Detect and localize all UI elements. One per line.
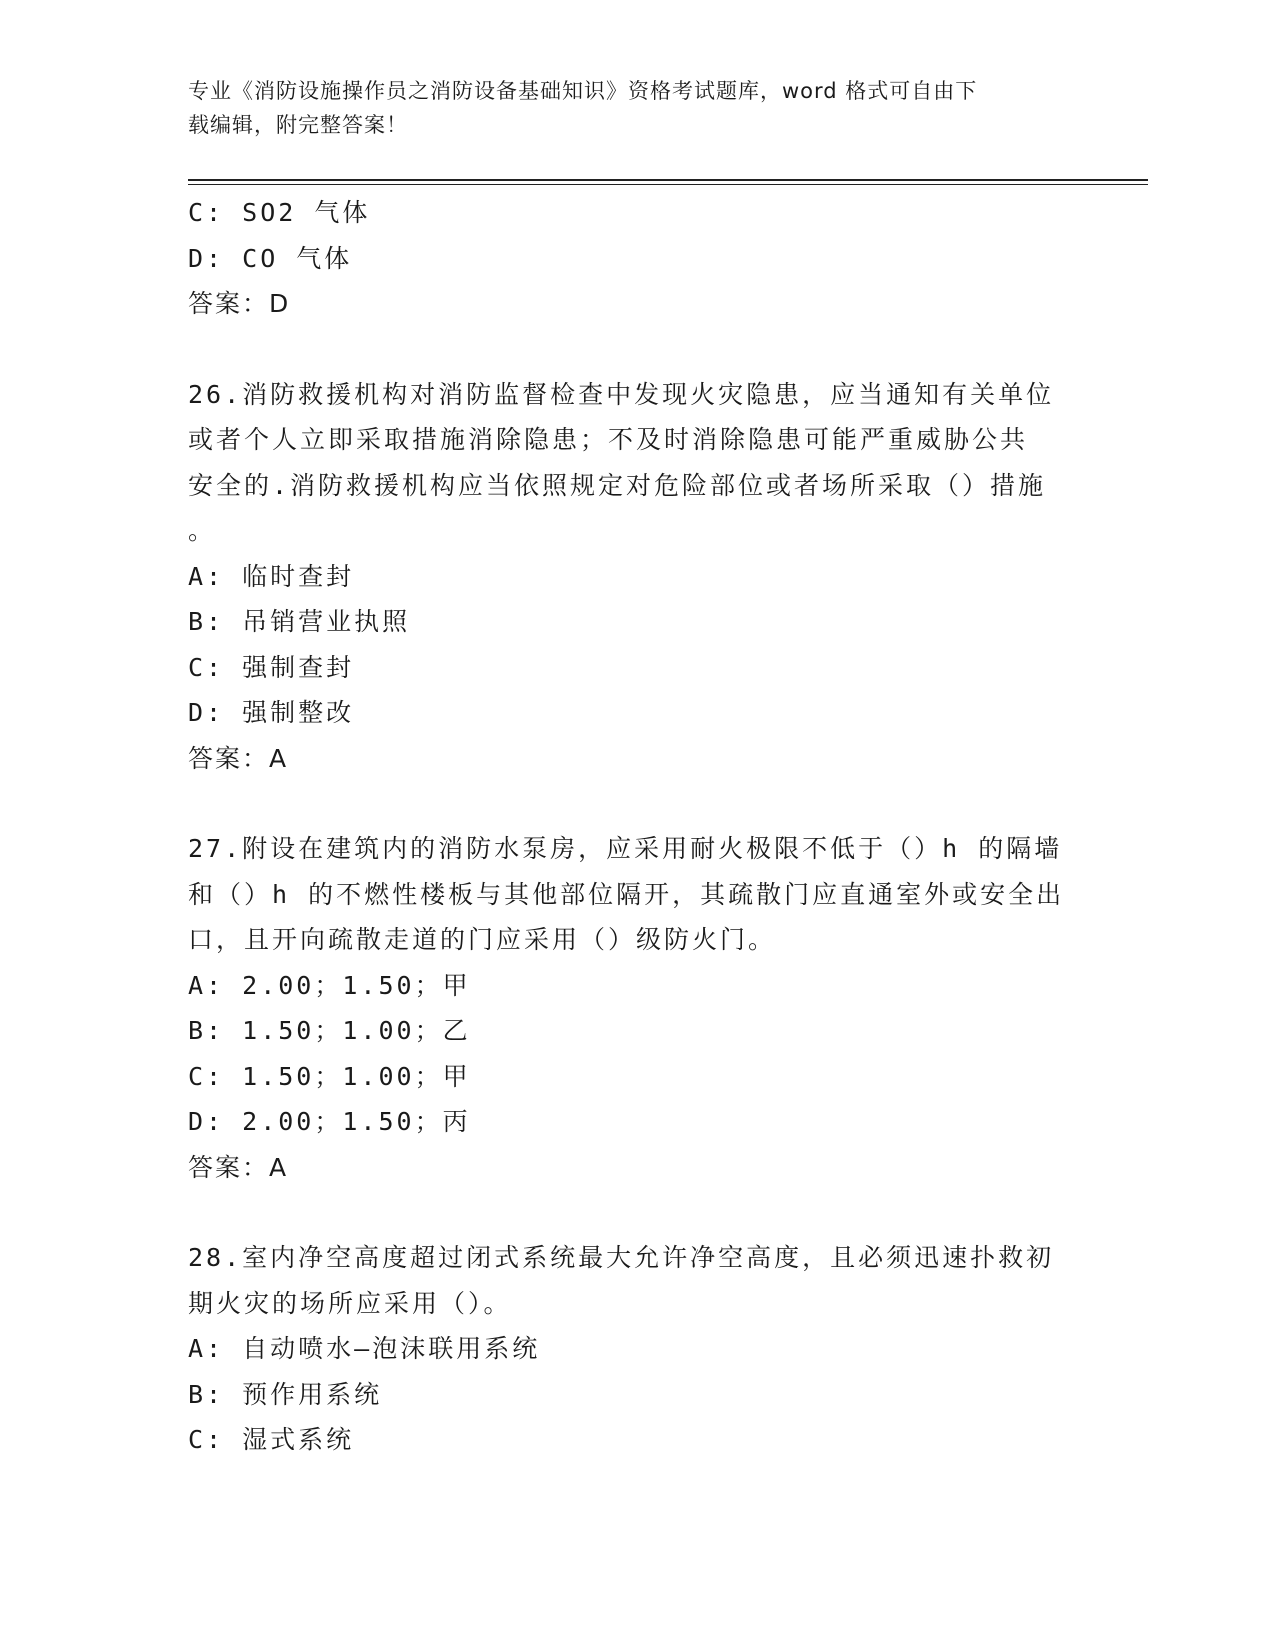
question-stem-line: 期火灾的场所应采用（）。 (188, 1288, 512, 1318)
question-25-tail (188, 190, 1088, 327)
question-stem-line: 和（）h 的不燃性楼板与其他部位隔开，其疏散门应直通室外或安全出 (188, 879, 1065, 909)
option-b: B: 预作用系统 (188, 1379, 383, 1409)
spacer (188, 1190, 1088, 1235)
option-c: C: SO2 气体 (188, 198, 371, 227)
question-content (188, 190, 1088, 1463)
question-stem-line: 口，且开向疏散走道的门应采用（）级防火门。 (188, 925, 777, 954)
question-28 (188, 1235, 1088, 1463)
question-stem-line: 。 (188, 516, 217, 545)
question-stem-line: 安全的.消防救援机构应当依照规定对危险部位或者场所采取（）措施 (188, 470, 1047, 500)
option-d: D: CO 气体 (188, 243, 353, 273)
option-a: A: 2.00；1.50；甲 (188, 970, 471, 1000)
document-header: 专业《消防设施操作员之消防设备基础知识》资格考试题库，word 格式可自由下 载编辑，附完整答案！ (188, 79, 978, 137)
question-26 (188, 372, 1088, 782)
answer-line: 答案：D (188, 289, 291, 318)
option-d: D: 2.00；1.50；丙 (188, 1107, 471, 1136)
spacer (188, 781, 1088, 826)
spacer (188, 327, 1088, 372)
option-c: C: 1.50；1.00；甲 (188, 1061, 471, 1091)
question-27 (188, 826, 1088, 1190)
option-c: C: 强制查封 (188, 652, 355, 682)
answer-line: 答案：A (188, 1152, 289, 1182)
question-stem-line: 或者个人立即采取措施消除隐患；不及时消除隐患可能严重威胁公共 (188, 425, 1029, 454)
option-a: A: 临时查封 (188, 561, 355, 591)
question-stem-line: 27.附设在建筑内的消防水泵房，应采用耐火极限不低于（）h 的隔墙 (188, 834, 1063, 863)
answer-line: 答案：A (188, 743, 289, 773)
option-b: B: 吊销营业执照 (188, 607, 411, 636)
question-stem-line: 26.消防救援机构对消防监督检查中发现火灾隐患，应当通知有关单位 (188, 379, 1055, 409)
option-d: D: 强制整改 (188, 698, 355, 727)
header-divider-thick (188, 179, 1148, 181)
option-b: B: 1.50；1.00；乙 (188, 1016, 471, 1045)
header-divider-thin (188, 184, 1148, 185)
option-c: C: 湿式系统 (188, 1425, 355, 1454)
option-a: A: 自动喷水—泡沫联用系统 (188, 1334, 541, 1363)
question-stem-line: 28.室内净空高度超过闭式系统最大允许净空高度，且必须迅速扑救初 (188, 1243, 1055, 1272)
